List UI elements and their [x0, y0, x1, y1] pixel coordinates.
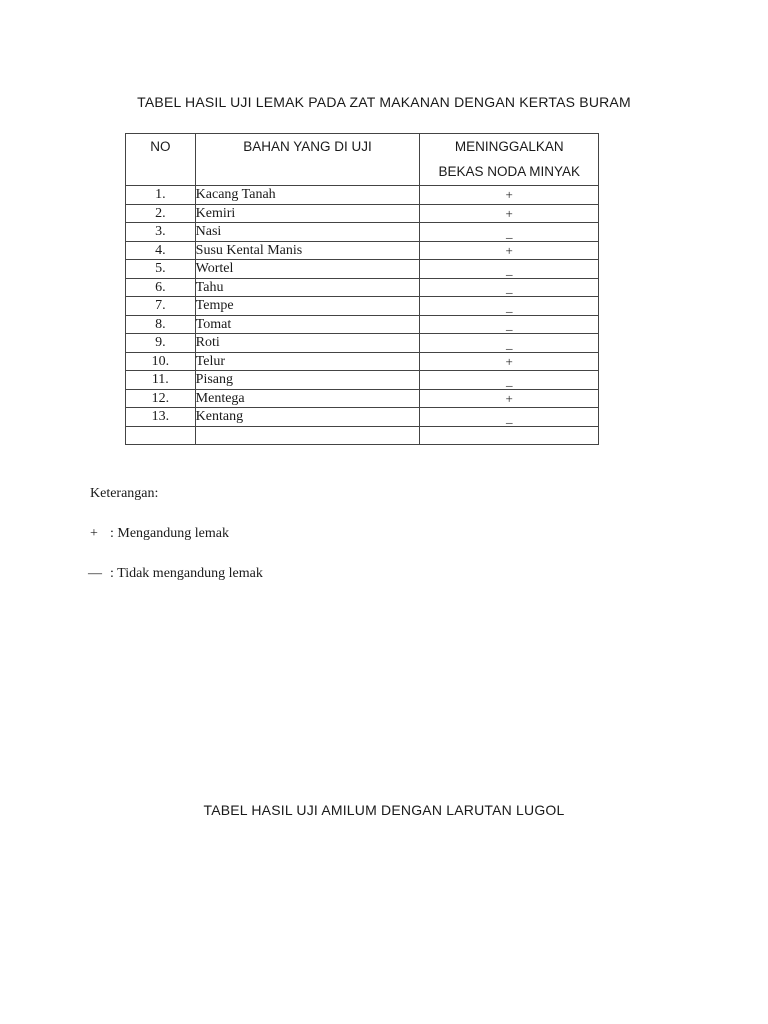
- keterangan-title: Keterangan:: [90, 486, 159, 501]
- table-header-row: [126, 134, 599, 186]
- table-row: [126, 352, 599, 371]
- table-row: [126, 408, 599, 427]
- row-hasil: +: [420, 389, 599, 408]
- row-bahan: Kentang: [195, 408, 420, 427]
- row-hasil: [420, 426, 599, 445]
- table-row: [126, 260, 599, 279]
- header-bahan: BAHAN YANG DI UJI: [195, 134, 420, 186]
- table-row: [126, 426, 599, 445]
- row-hasil: _: [420, 408, 599, 427]
- row-no: 11.: [126, 371, 196, 390]
- table-row: [126, 315, 599, 334]
- row-bahan: Roti: [195, 334, 420, 353]
- header-noda-line2: BEKAS NODA MINYAK: [438, 164, 580, 179]
- row-hasil: +: [420, 204, 599, 223]
- row-no: 3.: [126, 223, 196, 242]
- row-no: 2.: [126, 204, 196, 223]
- header-noda: [420, 134, 599, 186]
- row-hasil: +: [420, 241, 599, 260]
- row-bahan: Susu Kental Manis: [195, 241, 420, 260]
- table-row: [126, 297, 599, 316]
- table-row: [126, 204, 599, 223]
- table-body: [126, 186, 599, 445]
- row-no: 13.: [126, 408, 196, 427]
- table-row: [126, 371, 599, 390]
- fat-test-table-title: TABEL HASIL UJI LEMAK PADA ZAT MAKANAN DENGAN KERTAS BURAM: [137, 94, 631, 110]
- row-hasil: +: [420, 352, 599, 371]
- row-bahan: Kemiri: [195, 204, 420, 223]
- row-no: 5.: [126, 260, 196, 279]
- legend-plus: [90, 526, 229, 542]
- row-bahan: Mentega: [195, 389, 420, 408]
- row-hasil: _: [420, 260, 599, 279]
- table-row: [126, 241, 599, 260]
- row-hasil: _: [420, 334, 599, 353]
- starch-test-table-title: TABEL HASIL UJI AMILUM DENGAN LARUTAN LUGOL: [203, 802, 565, 818]
- header-no: NO: [126, 134, 196, 186]
- row-no: 12.: [126, 389, 196, 408]
- row-no: 1.: [126, 186, 196, 205]
- legend-plus-symbol: +: [90, 526, 98, 541]
- row-no: 8.: [126, 315, 196, 334]
- table-row: [126, 278, 599, 297]
- fat-test-table: [125, 133, 599, 445]
- row-bahan: [195, 426, 420, 445]
- row-no: 9.: [126, 334, 196, 353]
- row-hasil: _: [420, 223, 599, 242]
- row-bahan: Wortel: [195, 260, 420, 279]
- row-bahan: Tempe: [195, 297, 420, 316]
- row-hasil: _: [420, 315, 599, 334]
- row-no: 10.: [126, 352, 196, 371]
- row-hasil: _: [420, 278, 599, 297]
- table-row: [126, 334, 599, 353]
- legend-plus-text: : Mengandung lemak: [110, 526, 229, 541]
- legend-minus-text: : Tidak mengandung lemak: [110, 566, 263, 581]
- row-bahan: Tahu: [195, 278, 420, 297]
- row-bahan: Pisang: [195, 371, 420, 390]
- row-bahan: Tomat: [195, 315, 420, 334]
- table-row: [126, 389, 599, 408]
- row-bahan: Telur: [195, 352, 420, 371]
- row-no: [126, 426, 196, 445]
- row-bahan: Nasi: [195, 223, 420, 242]
- row-no: 4.: [126, 241, 196, 260]
- header-noda-line1: MENINGGALKAN: [454, 139, 564, 154]
- table-row: [126, 186, 599, 205]
- row-hasil: _: [420, 371, 599, 390]
- row-bahan: Kacang Tanah: [195, 186, 420, 205]
- row-hasil: +: [420, 186, 599, 205]
- row-no: 7.: [126, 297, 196, 316]
- table-row: [126, 223, 599, 242]
- row-no: 6.: [126, 278, 196, 297]
- row-hasil: _: [420, 297, 599, 316]
- legend-minus-symbol: —: [88, 566, 102, 581]
- legend-minus: [88, 566, 263, 582]
